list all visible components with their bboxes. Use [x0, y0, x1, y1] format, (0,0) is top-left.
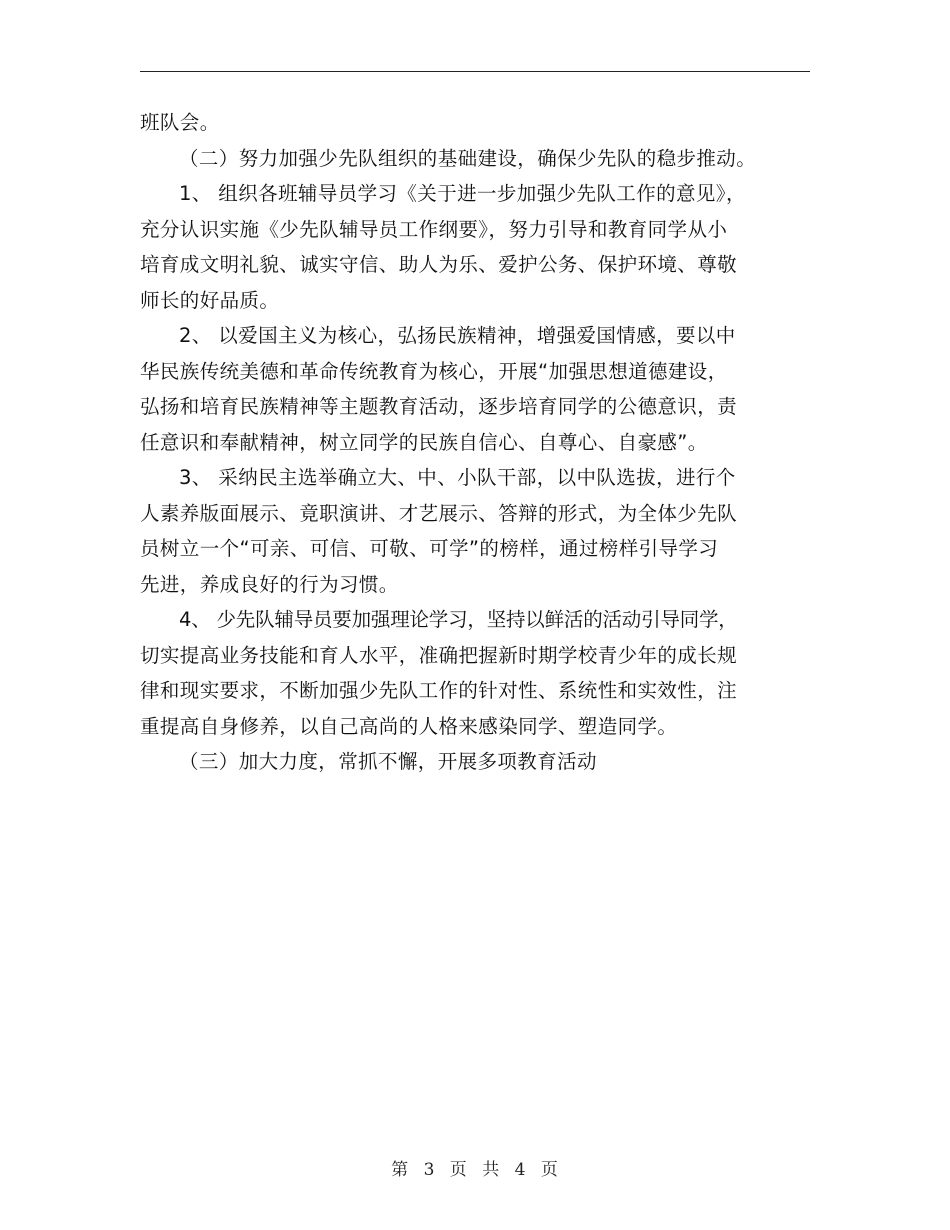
list-item-1-line-2: 充分认识实施《少先队辅导员工作纲要》，努力引导和教育同学从小 [140, 217, 728, 241]
list-item-2-line-2: 华民族传统美德和革命传统教育为核心，开展“加强思想道德建设， [140, 359, 728, 383]
list-item-2-line-3: 弘扬和培育民族精神等主题教育活动，逐步培育同学的公德意识，责 [140, 395, 738, 418]
list-item-2-line-1: 2、 以爱国主义为核心，弘扬民族精神，增强爱国情感，要以中 [179, 324, 736, 347]
total-page-suffix: 页 [540, 1160, 559, 1180]
page-footer [0, 1155, 950, 1180]
list-item-1-line-1: 1、 组织各班辅导员学习《关于进一步加强少先队工作的意见》， [179, 182, 746, 205]
list-item-1 [140, 176, 812, 318]
total-label: 共 [482, 1160, 501, 1180]
list-item-3 [140, 460, 812, 602]
continued-line: 班队会。 [140, 111, 220, 134]
section-2-heading: （二）努力加强少先队组织的基础建设，确保少先队的稳步推动。 [179, 146, 757, 170]
total-page-number: 4 [514, 1160, 527, 1180]
list-item-3-line-2: 人素养版面展示、竟职演讲、才艺展示、答辩的形式，为全体少先队 [140, 501, 738, 525]
list-item-2 [140, 318, 812, 460]
section-3-heading: （三）加大力度，常抓不懈，开展多项教育活动 [179, 750, 597, 773]
current-page-number: 3 [423, 1160, 436, 1180]
list-item-1-line-3: 培育成文明礼貌、诚实守信、助人为乐、爱护公务、保护环境、尊敬 [140, 253, 738, 276]
list-item-3-line-1: 3、 采纳民主选举确立大、中、小队干部，以中队选拔，进行个 [179, 466, 736, 489]
list-item-3-line-3: 员树立一个“可亲、可信、可敬、可学”的榜样，通过榜样引导学习 [140, 537, 719, 560]
list-item-1-line-4: 师长的好品质。 [140, 288, 280, 312]
list-item-2-line-4: 任意识和奉献精神，树立同学的民族自信心、自尊心、自豪感”。 [140, 430, 708, 454]
page-label-suffix: 页 [449, 1160, 468, 1180]
document-body [140, 105, 812, 780]
page-label-prefix: 第 [391, 1160, 410, 1180]
list-item-3-line-4: 先进，养成良好的行为习惯。 [140, 572, 399, 596]
list-item-4-line-4: 重提高自身修养，以自己高尚的人格来感染同学、塑造同学。 [140, 714, 678, 738]
list-item-4-line-2: 切实提高业务技能和育人水平，准确把握新时期学校青少年的成长规 [140, 643, 738, 667]
list-item-4-line-1: 4、 少先队辅导员要加强理论学习，坚持以鲜活的活动引导同学， [179, 608, 738, 631]
list-item-4-line-3: 律和现实要求，不断加强少先队工作的针对性、系统性和实效性，注 [140, 679, 738, 702]
list-item-4 [140, 602, 812, 744]
header-rule [140, 71, 810, 72]
